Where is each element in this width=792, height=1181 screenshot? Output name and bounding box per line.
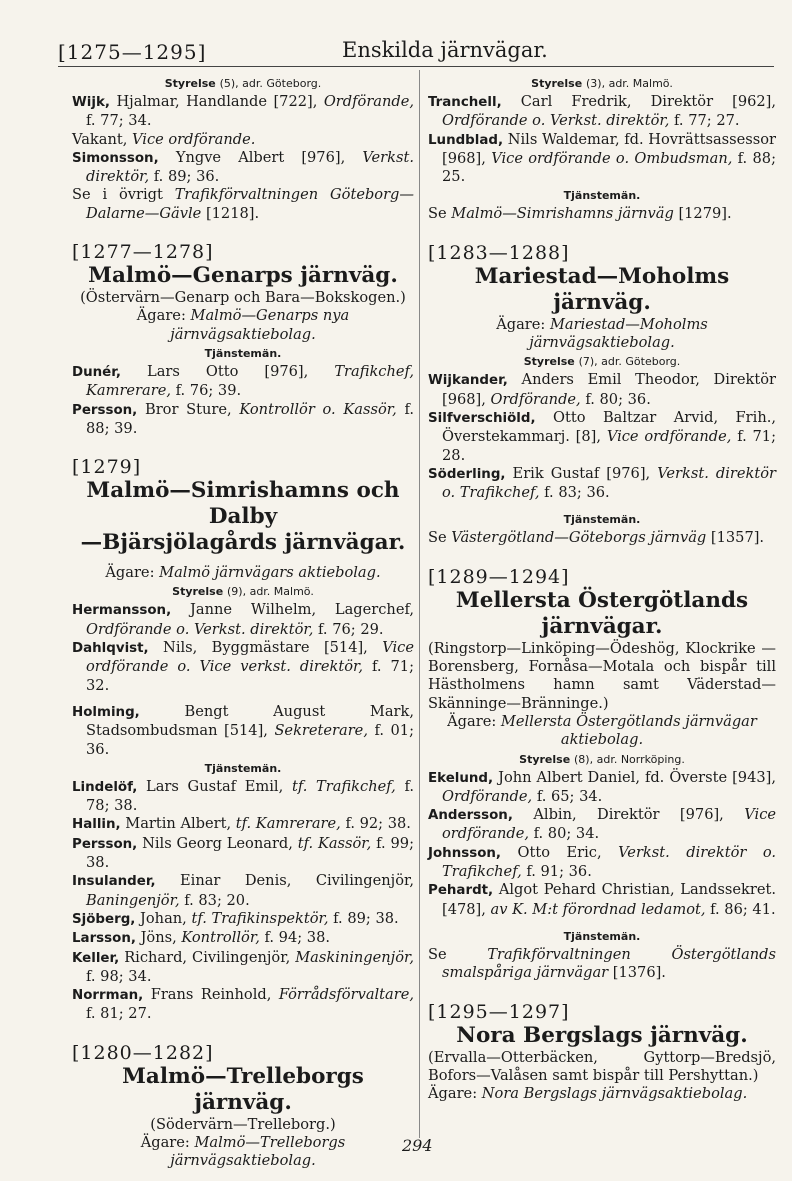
railway-title: Mariestad—Moholms järnväg. (474, 263, 730, 315)
railway-title: Malmö—Trelleborgs järnväg. (122, 1063, 364, 1115)
entry-ekelund: Ekelund, John Albert Daniel, fd. Överste [943], Ordförande, f. 65; 34. (428, 768, 776, 805)
entry-dahlqvist: Dahlqvist, Nils, Byggmästare [514], Vice ordförande o. Vice verkst. direktör, f. 71; 32. (72, 639, 414, 694)
see-reference: Se Västergötland—Göteborgs järnväg [1357]. (428, 529, 765, 547)
column-divider (419, 70, 420, 1138)
section-range: [1289—1294] (428, 565, 570, 588)
see-reference: Se Malmö—Simrishamns järnväg [1279]. (428, 205, 732, 223)
section-range: [1283—1288] (428, 241, 570, 264)
route-text: (Ringstorp—Linköping—Ödeshög, Klockrike —Borensberg, Fornåsa—Motala och bispår till Hästholmens hamn samt Väderstad—Skänninge—Bränninge.) (428, 639, 776, 712)
owner-line: Ägare: Nora Bergslags järnvägsaktiebolag. (428, 1085, 748, 1103)
entry-wijk: Wijk, Hjalmar, Handlande [722], Ordförande, f. 77; 34. (72, 93, 415, 130)
entry-persson: Persson, Nils Georg Leonard, tf. Kassör, f. 99; 38. (72, 834, 414, 872)
entry-hermansson: Hermansson, Janne Wilhelm, Lagerchef, Ordförande o. Verkst. direktör, f. 76; 29. (72, 601, 414, 638)
page-number: 294 (402, 1136, 433, 1155)
entry-wijkander: Wijkander, Anders Emil Theodor, Direktör [968], Ordförande, f. 80; 36. (428, 371, 776, 408)
railway-title: Mellersta Östergötlands järnvägar. (455, 587, 749, 639)
section-range: [1277—1278] (72, 241, 214, 264)
styrelse-heading: Styrelse (8), adr. Norrköping. (519, 752, 685, 766)
entry-sjoberg: Sjöberg, Johan, tf. Trafikinspektör, f. 89; 38. (72, 909, 399, 927)
railway-title: Nora Bergslags järnväg. (456, 1022, 748, 1048)
owner-line: Ägare: Malmö järnvägars aktiebolag. (105, 564, 381, 582)
railway-title: Malmö—Genarps järnväg. (88, 263, 398, 289)
see-reference: Se Trafikförvaltningen Östergötlands smalspåriga järnvägar [1376]. (428, 945, 777, 982)
entry-johnsson: Johnsson, Otto Eric, Verkst. direktör o. Trafikchef, f. 91; 36. (428, 843, 777, 881)
owner-line: Ägare: Mariestad—Moholms järnvägsaktiebolag. (496, 315, 708, 352)
route-text: (Södervärn—Trelleborg.) (150, 1115, 336, 1133)
tjansteman-heading: Tjänstemän. (563, 929, 641, 943)
section-range: [1279] (72, 456, 142, 479)
entry-duner: Dunér, Lars Otto [976], Trafikchef, Kamrerare, f. 76; 39. (72, 362, 415, 400)
tjansteman-heading: Tjänstemän. (204, 346, 282, 360)
entry-pehardt: Pehardt, Algot Pehard Christian, Landssekret. [478], av K. M:t förordnad ledamot, f. 86; 41. (428, 881, 776, 918)
styrelse-heading: Styrelse (7), adr. Göteborg. (523, 355, 681, 369)
entry-silfverschiold: Silfverschiöld, Otto Baltzar Arvid, Frih., Överstekammarj. [8], Vice ordförande, f. 71; 28. (428, 408, 777, 464)
route-text: (Östervärn—Genarp och Bara—Bokskogen.) (80, 289, 406, 307)
entry-lindelof: Lindelöf, Lars Gustaf Emil, tf. Trafikchef, f. 78; 38. (72, 777, 414, 815)
owner-line: Ägare: Malmö—Trelleborgs järnvägsaktiebolag. (140, 1133, 346, 1170)
section-range: [1280—1282] (72, 1041, 214, 1064)
section-range: [1295—1297] (428, 1000, 570, 1023)
left-column (72, 74, 414, 1171)
entry-andersson: Andersson, Albin, Direktör [976], Vice ordförande, f. 80; 34. (428, 806, 777, 843)
entry-larsson: Larsson, Jöns, Kontrollör, f. 94; 38. (72, 929, 330, 947)
railway-title-cont: —Bjärsjölagårds järnvägar. (80, 530, 406, 556)
entry-hallin: Hallin, Martin Albert, tf. Kamrerare, f. 92; 38. (72, 815, 411, 833)
styrelse-heading: Styrelse (9), adr. Malmö. (172, 585, 314, 599)
styrelse-heading: Styrelse (5), adr. Göteborg. (164, 77, 322, 90)
owner-line: Ägare: Malmö—Genarps nya järnvägsaktiebolag. (136, 307, 350, 343)
header-range: [1275—1295] (58, 40, 207, 64)
route-text: (Ervalla—Otterbäcken, Gyttorp—Bredsjö, Bofors—Valåsen samt bispår till Pershyttan.) (428, 1048, 776, 1084)
entry-ovrigt: Se i övrigt Trafikförvaltningen Göteborg—Dalarne—Gävle [1218]. (72, 186, 414, 222)
entry-soderling: Söderling, Erik Gustaf [976], Verkst. direktör o. Trafikchef, f. 83; 36. (428, 464, 777, 502)
entry-vakant: Vakant, Vice ordförande. (72, 130, 256, 148)
header-title: Enskilda järnvägar. (342, 38, 548, 62)
entry-holming: Holming, Bengt August Mark, Stadsombudsman [514], Sekreterare, f. 01; 36. (72, 702, 414, 758)
owner-line: Ägare: Mellersta Östergötlands järnvägar aktiebolag. (447, 712, 757, 749)
entry-norrman: Norrman, Frans Reinhold, Förrådsförvaltare, f. 81; 27. (72, 986, 415, 1023)
entry-simonsson: Simonsson, Yngve Albert [976], Verkst. direktör, f. 89; 36. (72, 148, 414, 186)
entry-insulander: Insulander, Einar Denis, Civilingenjör, Baningenjör, f. 83; 20. (72, 872, 414, 909)
header-rule (58, 66, 774, 67)
entry-lundblad: Lundblad, Nils Waldemar, fd. Hovrättsassessor [968], Vice ordförande o. Ombudsman, f. 88; 25. (428, 130, 776, 186)
entry-tranchell: Tranchell, Carl Fredrik, Direktör [962], Ordförande o. Verkst. direktör, f. 77; 27. (428, 93, 777, 130)
styrelse-heading: Styrelse (3), adr. Malmö. (531, 77, 673, 90)
entry-keller: Keller, Richard, Civilingenjör, Maskiningenjör, f. 98; 34. (72, 948, 414, 985)
right-column (428, 74, 776, 1103)
tjansteman-heading: Tjänstemän. (563, 189, 641, 203)
tjansteman-heading: Tjänstemän. (563, 513, 641, 527)
railway-title: Malmö—Simrishamns och Dalby (86, 478, 400, 530)
tjansteman-heading: Tjänstemän. (204, 761, 282, 775)
entry-persson: Persson, Bror Sture, Kontrollör o. Kassör, f. 88; 39. (72, 400, 415, 437)
